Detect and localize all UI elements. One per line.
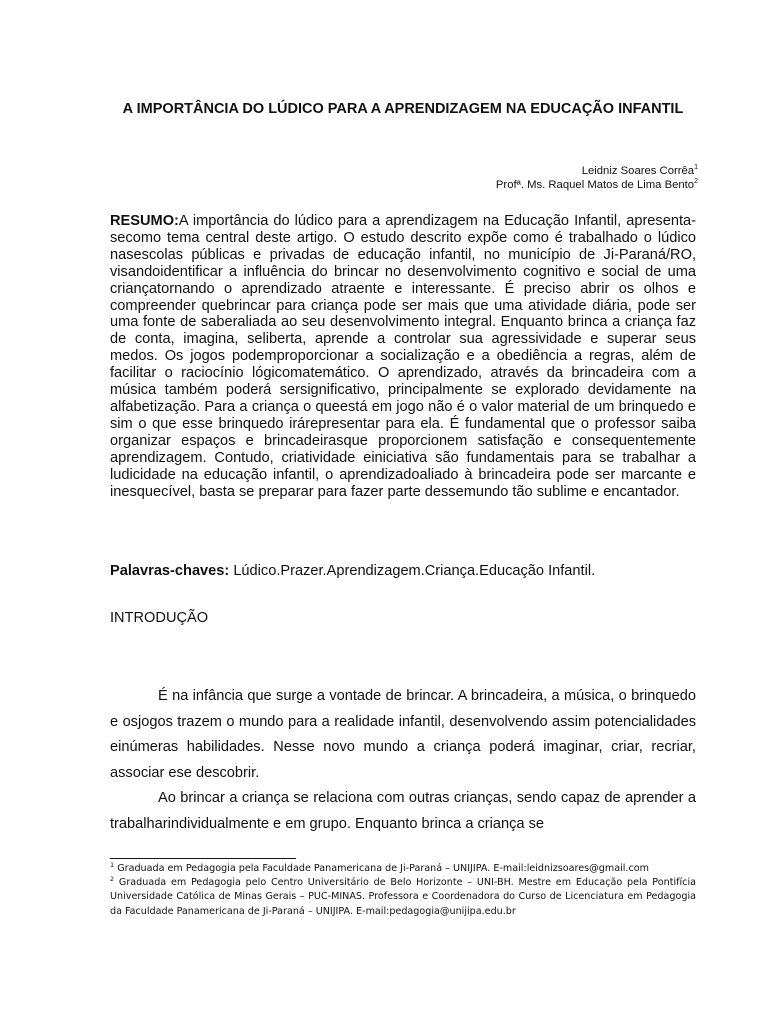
footnote-separator — [110, 858, 296, 859]
introduction-body — [110, 684, 696, 838]
footnote — [110, 862, 696, 876]
footnote-mark: 1 — [110, 860, 115, 869]
author-name: Profª. Ms. Raquel Matos de Lima Bento — [495, 179, 695, 191]
footnote — [110, 876, 696, 919]
abstract-text: A importância do lúdico para a aprendizagem na Educação Infantil, apresenta-secomo tema central deste artigo. O estudo descrito expõe como é trabalhado o lúdico nasescolas públicas e privadas de educação infantil, no município de Ji-Paraná/RO, visandoidentificar a influência do brincar no desenvolvimento cognitivo e social de uma criançatornando o aprendizado atraente e interessante. É preciso abrir os olhos e compreender quebrincar para criança pode ser mais que uma atividade diária, pode ser uma fonte de saberaliada ao seu desenvolvimento integral. Enquanto brinca a criança faz de conta, imagina, seliberta, aprende a controlar sua agressividade e superar seus medos. Os jogos podemproporcionar a socialização e a obediência a regras, além de facilitar o raciocínio lógicomatemático. O aprendizado, através da brincadeira com a música também poderá sersignificativo, principalmente se explorado devidamente na alfabetização. Para a criança o queestá em jogo não é o valor material de um brinquedo e sim o que esse brinquedo irárepresentar para ela. É fundamental que o professor saiba organizar espaços e brincadeirasque proporcionem satisfação e consequentemente aprendizagem. Contudo, criatividade einiciativa são fundamentais para se trabalhar a ludicidade na educação infantil, o aprendizadoaliado à brincadeira pode ser marcante e inesquecível, basta se preparar para fazer parte dessemundo tão sublime e encantador. — [110, 213, 696, 500]
footnote-reference[interactable]: 1 — [694, 164, 698, 172]
body-paragraph: É na infância que surge a vontade de brincar. A brincadeira, a música, o brinquedo e osjogos trazem o mundo para a realidade infantil, desenvolvendo assim potencialidades einúmeras habilidades. Nesse novo mundo a criança poderá imaginar, criar, recriar, associar ese descobrir. — [110, 688, 696, 781]
paper-title: A IMPORTÂNCIA DO LÚDICO PARA A APRENDIZAGEM NA EDUCAÇÃO INFANTIL — [122, 101, 684, 117]
author-line — [110, 178, 698, 192]
footnote-reference[interactable]: 2 — [694, 178, 698, 186]
abstract-label: RESUMO: — [110, 213, 179, 229]
author-line — [110, 164, 698, 178]
footnote-text: Graduada em Pedagogia pelo Centro Universitário de Belo Horizonte – UNI-BH. Mestre em Educação pela Pontifícia Universidade Católica de Minas Gerais – PUC-MINAS. Professora e Coordenadora do Curso de Licenciatura em Pedagogia da Faculdade Panamericana de Ji-Paraná – UNIJIPA. E-mail:pedagogia@unijipa.edu.br — [110, 877, 696, 917]
keywords-label: Palavras-chaves: — [110, 563, 230, 579]
footnotes — [110, 862, 696, 919]
footnote-text: Graduada em Pedagogia pela Faculdade Panamericana de Ji-Paraná – UNIJIPA. E-mail:leidnizsoares@gmail.com — [114, 863, 649, 874]
keywords-text: Lúdico.Prazer.Aprendizagem.Criança.Educação Infantil. — [229, 563, 596, 579]
section-heading-introduction: INTRODUÇÃO — [110, 610, 209, 626]
keywords — [110, 563, 696, 580]
footnote-mark: 2 — [110, 875, 115, 884]
body-paragraph: Ao brincar a criança se relaciona com outras crianças, sendo capaz de aprender a trabalharindividualmente e em grupo. Enquanto brinca a criança se — [110, 790, 696, 832]
author-name: Leidniz Soares Corrêa — [581, 165, 695, 177]
author-block — [110, 164, 698, 192]
abstract — [110, 213, 696, 500]
